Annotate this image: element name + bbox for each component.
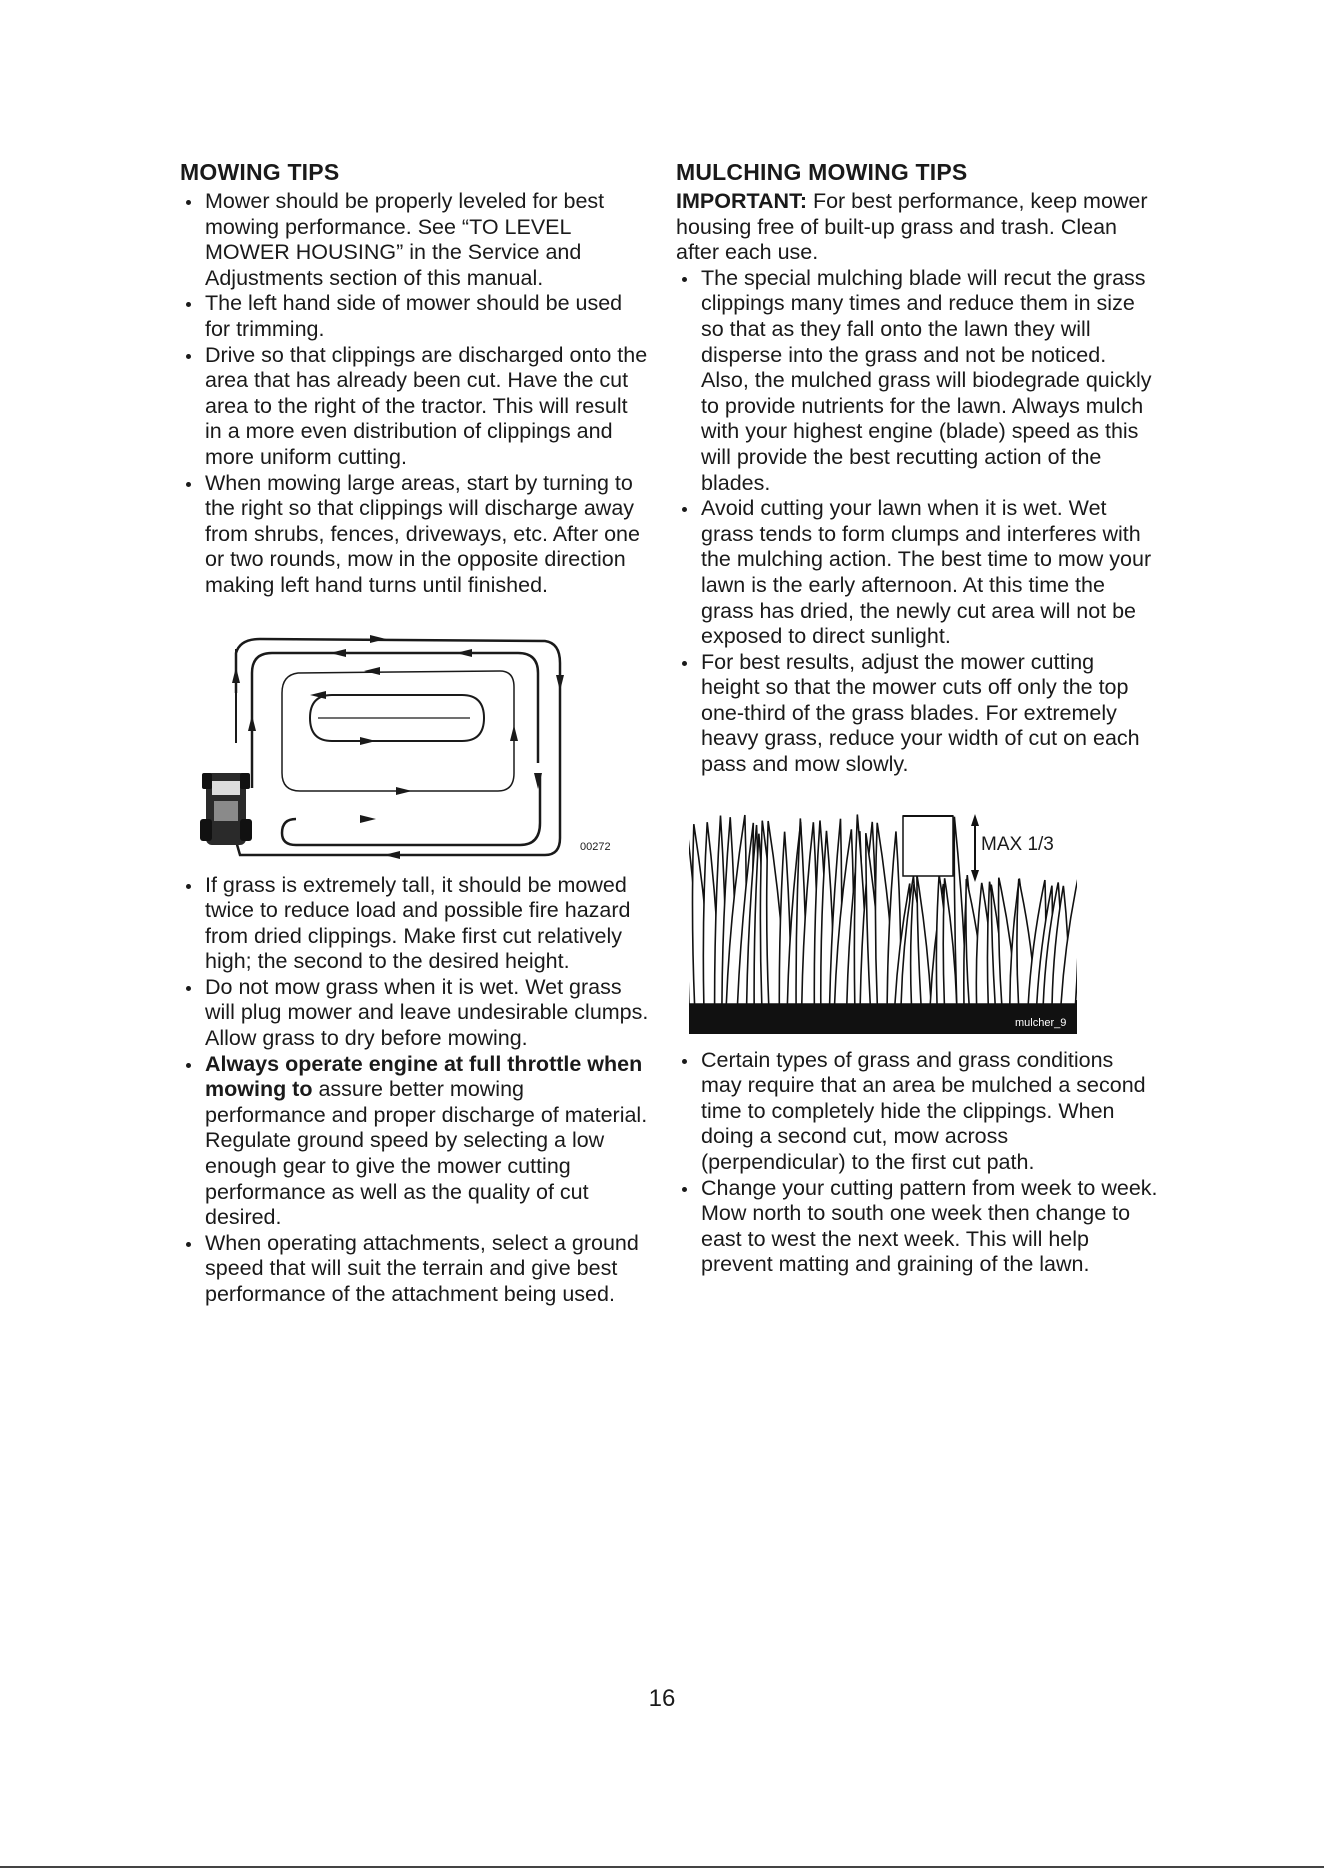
mulching-tips-heading: MULCHING MOWING TIPS xyxy=(676,159,968,185)
list-item: The special mulching blade will recut the grass clippings many times and reduce them in size so that as they fall onto the lawn they will disperse into the grass and not be noticed. Also, the mulched grass will biodegrade quickly to provide nutrients for the lawn. Always mulch with your highest engine (blade) speed as this will provide the best recutting action of the blades. xyxy=(676,266,1158,496)
mowing-tips-column xyxy=(180,158,650,1308)
list-item: Certain types of grass and grass conditions may require that an area be mulched a second time to completely hide the clippings. When doing a second cut, mow across (perpendicular) to the first cut path. xyxy=(676,1048,1158,1176)
list-item-text: When operating attachments, select a ground speed that will suit the terrain and give best performance of the attachment being used. xyxy=(205,1230,639,1306)
important-label: IMPORTANT: xyxy=(676,189,807,213)
bold-text: Always operate engine at full throttle when mowing to xyxy=(205,1051,643,1102)
tractor-icon xyxy=(200,773,252,845)
grass-height-figure xyxy=(689,804,1077,1034)
list-item xyxy=(180,873,650,975)
list-item: Drive so that clippings are discharged onto the area that has already been cut. Have the cut area to the right of the tractor. This will result in a more even distribution of clippings and more uniform cutting. xyxy=(180,343,650,471)
list-item: Mower should be properly leveled for best mowing performance. See “TO LEVEL MOWER HOUSING” in the Service and Adjustments section of this manual. xyxy=(180,189,650,291)
list-item: Avoid cutting your lawn when it is wet. Wet grass tends to form clumps and interferes with the mulching action. The best time to mow your lawn is the early afternoon. At this time the grass has dried, the newly cut area will not be exposed to direct sunlight. xyxy=(676,496,1158,650)
list-item: Change your cutting pattern from week to week. Mow north to south one week then change to east to west the next week. This will help prevent matting and graining of the lawn. xyxy=(676,1176,1158,1278)
important-text: For best performance, keep mower housing free of built-up grass and trash. Clean after each use. xyxy=(676,189,1148,265)
mulching-tips-list-top xyxy=(676,266,1158,778)
mowing-tips-list-top xyxy=(180,189,650,599)
mowing-tips-heading: MOWING TIPS xyxy=(180,159,340,185)
important-note xyxy=(676,189,1158,266)
list-item: When mowing large areas, start by turning to the right so that clippings will discharge away from shrubs, fences, driveways, etc. After one or two rounds, mow in the opposite direction making left hand turns until finished. xyxy=(180,471,650,599)
list-item: The left hand side of mower should be used for trimming. xyxy=(180,291,650,342)
bottom-rule xyxy=(0,1866,1324,1868)
mowing-pattern-diagram xyxy=(200,623,660,863)
mowing-tips-list-bottom xyxy=(180,873,650,1308)
list-item xyxy=(180,975,650,1052)
list-item xyxy=(180,1231,650,1308)
list-item-text: assure better mowing performance and proper discharge of material. Regulate ground speed by selecting a low enough gear to give the mower cutting performance as well as the quality of cut desired. xyxy=(205,1077,648,1230)
figure-code: 00272 xyxy=(580,840,611,853)
list-item xyxy=(180,1052,650,1231)
list-item-text: Do not mow grass when it is wet. Wet grass will plug mower and leave undesirable clumps. Allow grass to dry before mowing. xyxy=(205,974,649,1051)
mowing-pattern-figure xyxy=(200,623,660,863)
mulching-tips-column xyxy=(676,158,1158,1278)
mulching-tips-list-bottom xyxy=(676,1048,1158,1278)
max-third-label: MAX 1/3 xyxy=(981,833,1054,855)
list-item-text: If grass is extremely tall, it should be mowed twice to reduce load and possible fire hazard from dried clippings. Make first cut relatively high; the second to the desired height. xyxy=(205,872,631,974)
list-item: For best results, adjust the mower cutting height so that the mower cuts off only the top one-third of the grass blades. For extremely heavy grass, reduce your width of cut on each pass and mow slowly. xyxy=(676,650,1158,778)
figure-code: mulcher_9 xyxy=(1015,1016,1067,1029)
page-number: 16 xyxy=(648,1685,676,1712)
